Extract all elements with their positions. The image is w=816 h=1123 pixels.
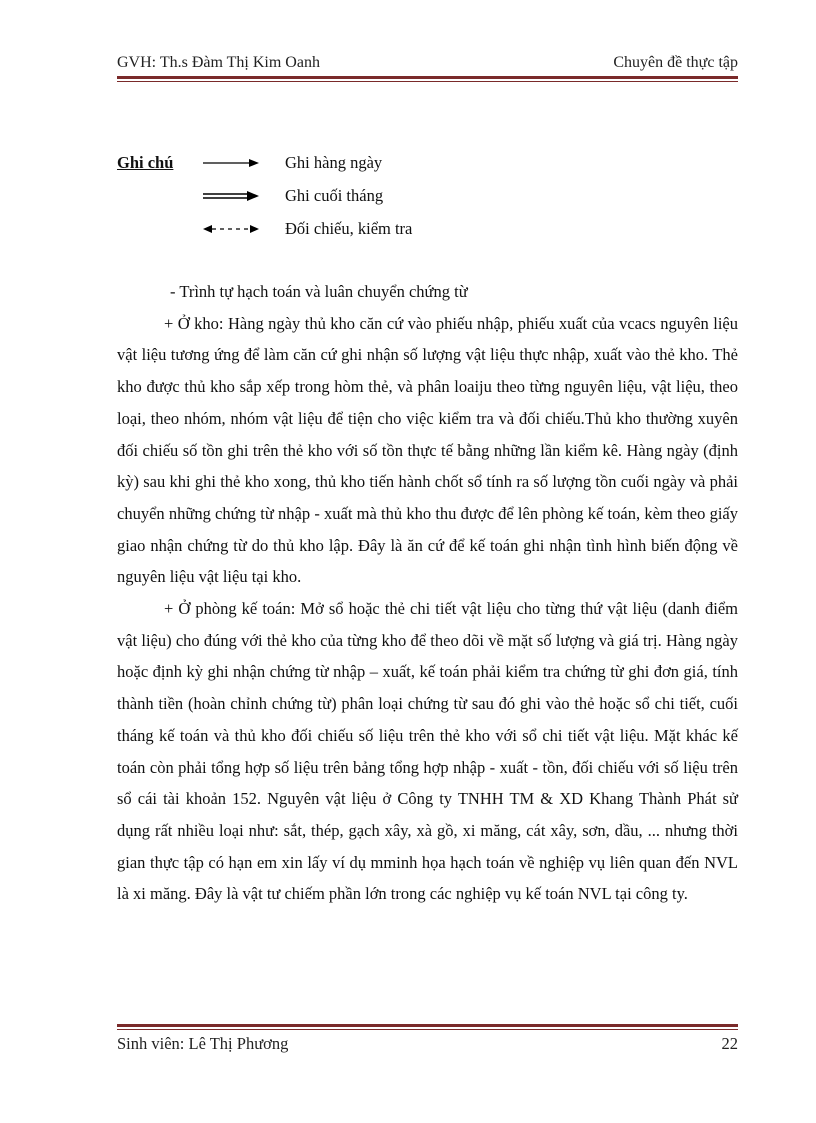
legend bbox=[117, 146, 412, 245]
legend-row-daily bbox=[117, 146, 412, 179]
page-header bbox=[117, 50, 738, 72]
legend-title: Ghi chú bbox=[117, 152, 174, 172]
header-advisor: GVH: Th.s Đàm Thị Kim Oanh bbox=[117, 54, 320, 71]
dashed-double-headed-arrow-icon bbox=[203, 222, 285, 236]
page-number: 22 bbox=[721, 1034, 738, 1053]
paragraph-accounting: + Ở phòng kế toán: Mở sổ hoặc thẻ chi tiết vật liệu cho từng thứ vật liệu (danh điểm vật liệu) cho đúng với thẻ kho của từng kho để theo dõi về mặt số lượng và giá trị. Hàng ngày hoặc định kỳ ghi nhận chứng từ nhập – xuất, kế toán phải kiểm tra chứng từ ghi đơn giá, tính thành tiền (hoàn chỉnh chứng từ) phân loại chứng từ sau đó ghi vào thẻ hoặc sổ chi tiết, cuối tháng kế toán và thủ kho đối chiếu số liệu trên thẻ kho với sổ chi tiết vật liệu. Mặt khác kế toán còn phải tổng hợp số liệu trên bảng tổng hợp nhập - xuất - tồn, đối chiếu với số liệu trên sổ cái tài khoản 152. Nguyên vật liệu ở Công ty TNHH TM & XD Khang Thành Phát sử dụng rất nhiều loại như: sắt, thép, gạch xây, xà gồ, xi măng, cát xây, sơn, dầu, ... nhưng thời gian thực tập có hạn em xin lấy ví dụ mminh họa hạch toán về nghiệp vụ liên quan đến NVL là xi măng. Đây là vật tư chiếm phần lớn trong các nghiệp vụ kế toán NVL tại công ty. bbox=[117, 599, 738, 904]
body-text bbox=[117, 276, 738, 910]
footer-rule bbox=[117, 1024, 738, 1030]
legend-label-daily: Ghi hàng ngày bbox=[285, 152, 383, 172]
legend-row-check bbox=[117, 212, 412, 245]
legend-label-check: Đối chiếu, kiểm tra bbox=[285, 218, 413, 238]
single-arrow-icon bbox=[203, 156, 285, 170]
legend-label-monthly: Ghi cuối tháng bbox=[285, 185, 384, 205]
footer-student: Sinh viên: Lê Thị Phương bbox=[117, 1034, 289, 1053]
header-document-type: Chuyên đề thực tập bbox=[613, 54, 738, 71]
section-subheading: - Trình tự hạch toán và luân chuyển chứng từ bbox=[170, 282, 468, 301]
header-rule bbox=[117, 76, 738, 82]
paragraph-warehouse: + Ở kho: Hàng ngày thủ kho căn cứ vào phiếu nhập, phiếu xuất của vcacs nguyên liệu vật liệu tương ứng để làm căn cứ ghi nhận số lượng vật liệu thực nhập, xuất vào thẻ kho. Thẻ kho được thủ kho sắp xếp trong hòm thẻ, và phân loaiju theo từng nguyên liệu, vật liệu, theo loại, theo nhóm, nhóm vật liệu để tiện cho việc kiểm tra và đối chiếu.Thủ kho thường xuyên đối chiếu số tồn ghi trên thẻ kho với số tồn thực tế bằng những lần kiểm kê. Hàng ngày (định kỳ) sau khi ghi thẻ kho xong, thủ kho tiến hành chốt sổ tính ra số lượng tồn cuối ngày và phải chuyển những chứng từ nhập - xuất mà thủ kho thu được để lên phòng kế toán, kèm theo giấy giao nhận chứng từ do thủ kho lập. Đây là ăn cứ để kế toán ghi nhận tình hình biến động về nguyên liệu vật liệu tại kho. bbox=[117, 313, 738, 587]
page-footer bbox=[117, 1032, 738, 1056]
double-arrow-icon bbox=[203, 189, 285, 203]
legend-row-monthly bbox=[117, 179, 412, 212]
